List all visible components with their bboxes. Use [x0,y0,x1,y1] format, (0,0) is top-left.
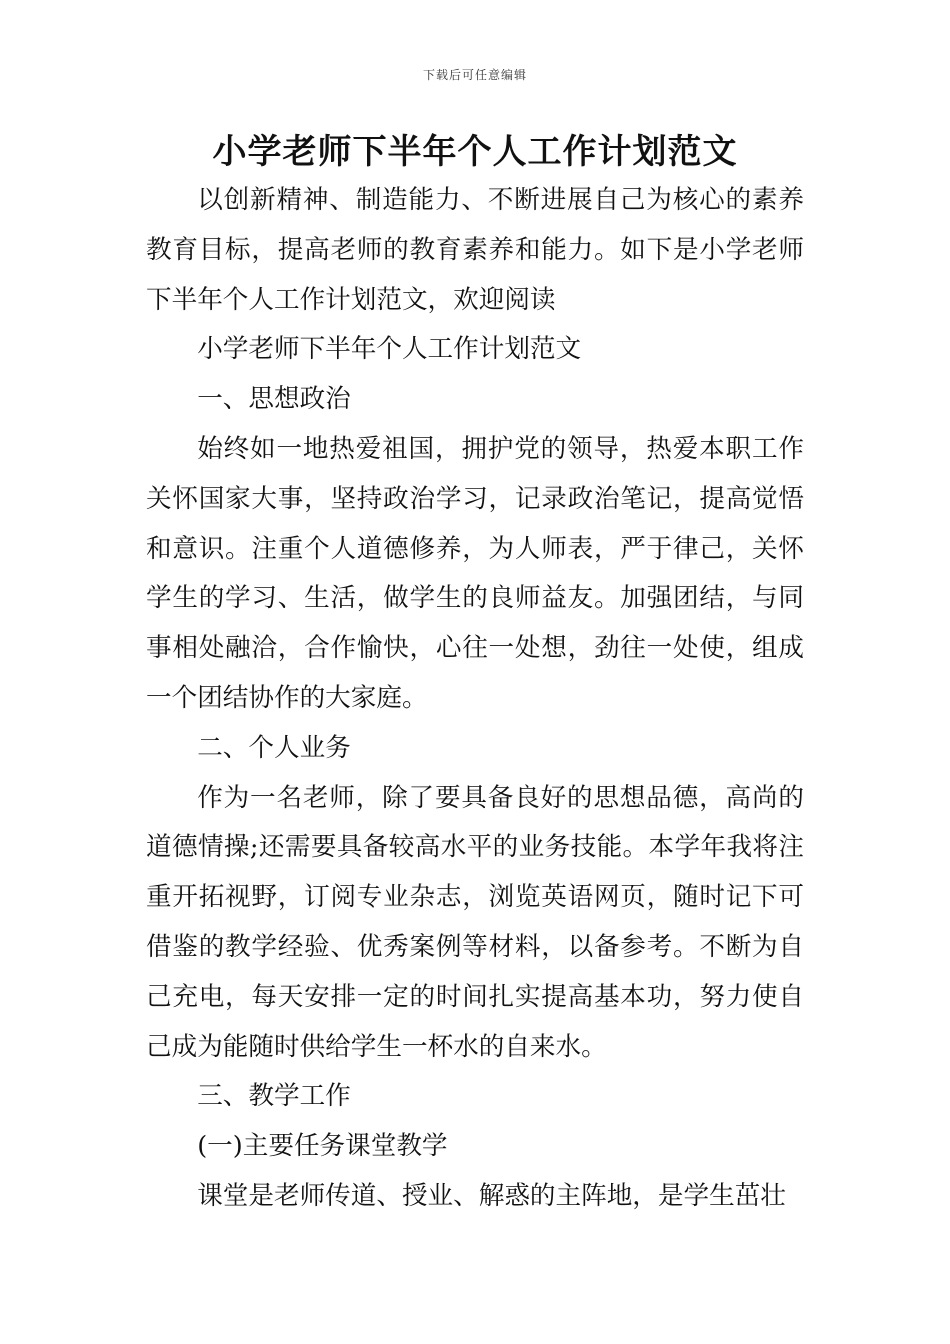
paragraph-section-2: 作为一名老师，除了要具备良好的思想品德，高尚的道德情操;还需要具备较高水平的业务技能。本学年我将注重开拓视野，订阅专业杂志，浏览英语网页，随时记下可借鉴的教学经验、优秀案例等材料，以备参考。不断为自己充电，每天安排一定的时间扎实提高基本功，努力使自己成为能随时供给学生一杯水的自来水。 [146,782,804,1062]
subsection-heading-3-1: (一)主要任务课堂教学 [197,1131,448,1162]
section-heading-2: 二、个人业务 [197,732,351,763]
document-title: 小学老师下半年个人工作计划范文 [212,132,738,172]
header-note: 下载后可任意编辑 [422,68,527,82]
paragraph-section-1: 始终如一地热爱祖国，拥护党的领导，热爱本职工作关怀国家大事，坚持政治学习，记录政治笔记，提高觉悟和意识。注重个人道德修养，为人师表，严于律己，关怀学生的学习、生活，做学生的良师益友。加强团结，与同事相处融洽，合作愉快，心往一处想，劲往一处使，组成一个团结协作的大家庭。 [146,433,804,713]
section-heading-1: 一、思想政治 [197,384,351,415]
paragraph-subtitle: 小学老师下半年个人工作计划范文 [197,334,582,365]
paragraph-intro: 以创新精神、制造能力、不断进展自己为核心的素养教育目标，提高老师的教育素养和能力。如下是小学老师下半年个人工作计划范文，欢迎阅读 [146,185,804,315]
section-heading-3: 三、教学工作 [197,1081,351,1112]
paragraph-section-3: 课堂是老师传道、授业、解惑的主阵地，是学生茁壮 [197,1180,786,1211]
document-body [146,176,804,1222]
